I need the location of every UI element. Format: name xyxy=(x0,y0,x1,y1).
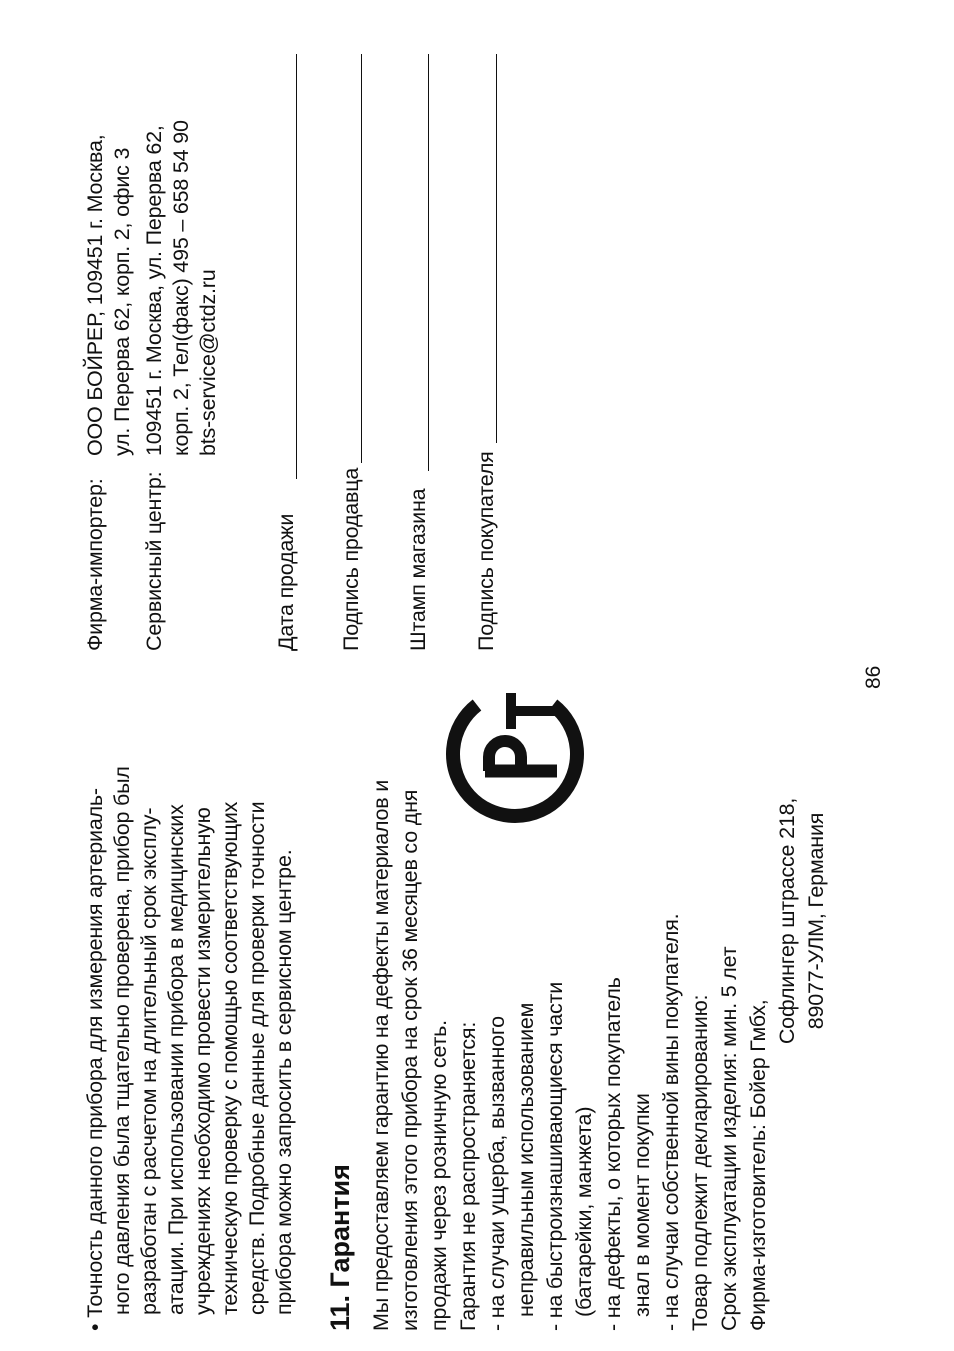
warranty-line: - на дефекты, о которых покупатель xyxy=(601,977,625,1331)
service-center-line: корп. 2, Тел(факс) 495 – 658 54 90 xyxy=(169,120,193,456)
warranty-line: - на случаи собственной вины покупателя. xyxy=(659,913,683,1331)
store-stamp-line xyxy=(428,54,429,471)
accuracy-line: прибора можно запросить в сервисном центре. xyxy=(272,849,296,1315)
address-line: Софлингер штрассе 218, xyxy=(775,797,799,1045)
warranty-line: знал в момент покупки xyxy=(630,1093,654,1317)
page-number: 86 xyxy=(862,665,885,689)
warranty-line: Товар подлежит декларированию: xyxy=(688,994,712,1331)
importer-line: ООО БОЙРЕР, 109451 г. Москва, xyxy=(83,134,107,456)
warranty-line: (батарейки, манжета) xyxy=(572,1106,596,1317)
accuracy-line: ного давления была тщательно проверена, прибор был xyxy=(110,766,134,1315)
importer-line: ул. Перерва 62, корп. 2, офис 3 xyxy=(110,147,134,456)
service-center-label: Сервисный центр: xyxy=(142,471,166,651)
warranty-heading: 11. Гарантия xyxy=(325,1164,355,1331)
sale-date-label: Дата продажи xyxy=(274,513,298,651)
warranty-line: изготовления этого прибора на срок 36 месяцев со дня xyxy=(398,789,422,1331)
warranty-line: Срок эксплуатации изделия: мин. 5 лет xyxy=(717,946,741,1331)
warranty-line: - на случаи ущерба, вызванного xyxy=(485,1016,509,1331)
store-stamp-label: Штамп магазина xyxy=(406,488,430,651)
warranty-line: продажи через розничную сеть. xyxy=(427,1020,451,1331)
sale-date-line xyxy=(296,54,297,479)
service-center-line: 109451 г. Москва, ул. Перерва 62, xyxy=(142,125,166,456)
accuracy-line: техническую проверку с помощью соответствующих xyxy=(218,801,242,1315)
importer-label: Фирма-импортер: xyxy=(83,478,107,651)
service-center-line: bts-service@ctdz.ru xyxy=(196,269,220,456)
pct-certification-logo xyxy=(445,683,585,823)
buyer-signature-line xyxy=(496,54,497,443)
accuracy-line: средств. Подробные данные для проверки точности xyxy=(245,801,269,1315)
seller-signature-line xyxy=(361,54,362,463)
warranty-line: Мы предоставляем гарантию на дефекты материалов и xyxy=(369,779,393,1331)
seller-signature-label: Подпись продавца xyxy=(339,467,363,651)
warranty-line: - на быстроизнашивающиеся части xyxy=(543,981,567,1331)
accuracy-line: атации. При использовании прибора в медицинских xyxy=(164,804,188,1315)
warranty-line: Гарантия не распространяется: xyxy=(456,1021,480,1331)
accuracy-line: учреждениях необходимо провести измерительную xyxy=(191,807,215,1315)
accuracy-line: разработан с расчетом на длительный срок эксплу- xyxy=(137,807,161,1315)
accuracy-line: • Точность данного прибора для измерения артериаль- xyxy=(83,788,107,1331)
address-line: 89077-УЛМ, Германия xyxy=(804,812,828,1030)
warranty-line: неправильным использованием xyxy=(514,1002,538,1317)
buyer-signature-label: Подпись покупателя xyxy=(474,451,498,651)
warranty-line: Фирма-изготовитель: Бойер Гмбх, xyxy=(746,999,770,1331)
